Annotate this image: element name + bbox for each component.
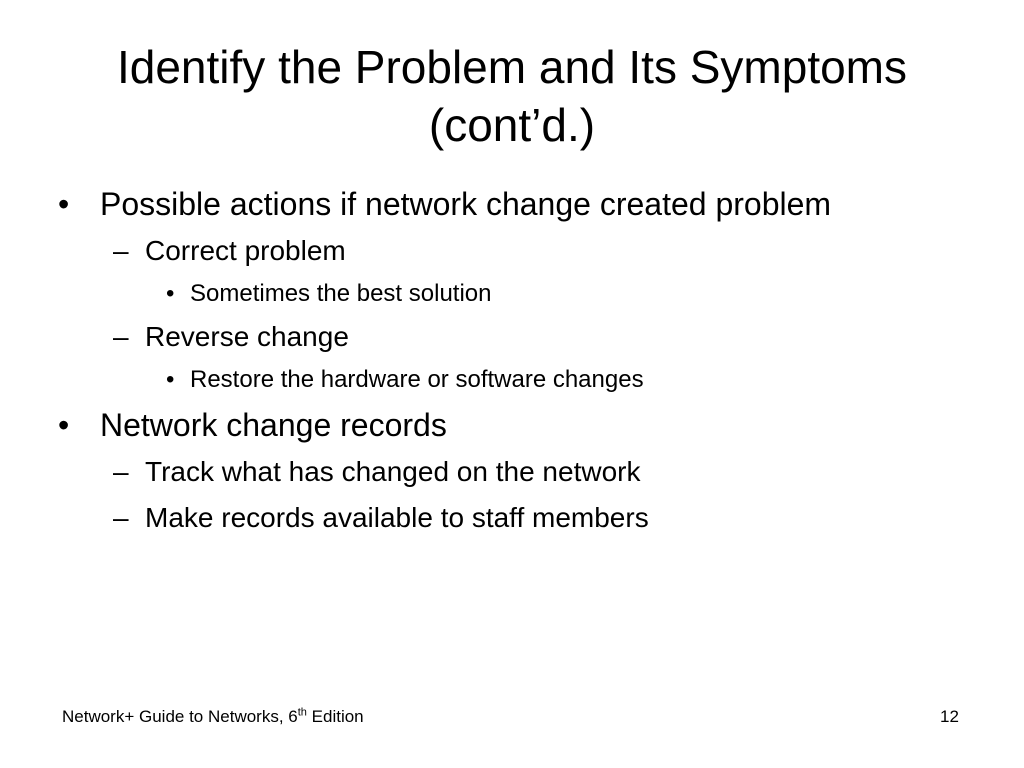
bullet-text: Network change records [100,407,447,443]
bullet-marker: • [58,186,70,222]
bullet-marker: • [58,407,70,443]
bullet-marker: – [113,235,129,266]
bullet-text: Reverse change [145,321,349,352]
bullet-text: Restore the hardware or software changes [190,366,644,393]
bullet-item-level-2 [113,456,641,488]
bullet-text: Track what has changed on the network [145,456,641,487]
page-number: 12 [940,707,959,726]
bullet-item-level-2 [113,502,649,534]
bullet-marker: – [113,321,129,352]
footer-title: Network+ Guide to Networks, 6 [62,707,298,726]
bullet-text: Make records available to staff members [145,502,649,533]
bullet-marker: • [166,366,175,393]
bullet-text: Sometimes the best solution [190,280,492,307]
bullet-marker: – [113,456,129,487]
footer-text [62,707,364,727]
bullet-item-level-1 [58,186,832,222]
bullet-item-level-3 [166,280,492,308]
bullet-text: Possible actions if network change created problem [100,186,832,222]
slide-title-line-2: (cont’d.) [428,99,596,151]
slide-title-line-1: Identify the Problem and Its Symptoms [116,41,908,93]
bullet-text: Correct problem [145,235,346,266]
bullet-item-level-2 [113,235,346,267]
bullet-marker: – [113,502,129,533]
bullet-item-level-3 [166,366,644,394]
bullet-item-level-2 [113,321,349,353]
bullet-marker: • [166,280,175,307]
bullet-item-level-1 [58,407,447,443]
footer-superscript: th [297,706,307,719]
footer-edition: Edition [306,707,364,726]
